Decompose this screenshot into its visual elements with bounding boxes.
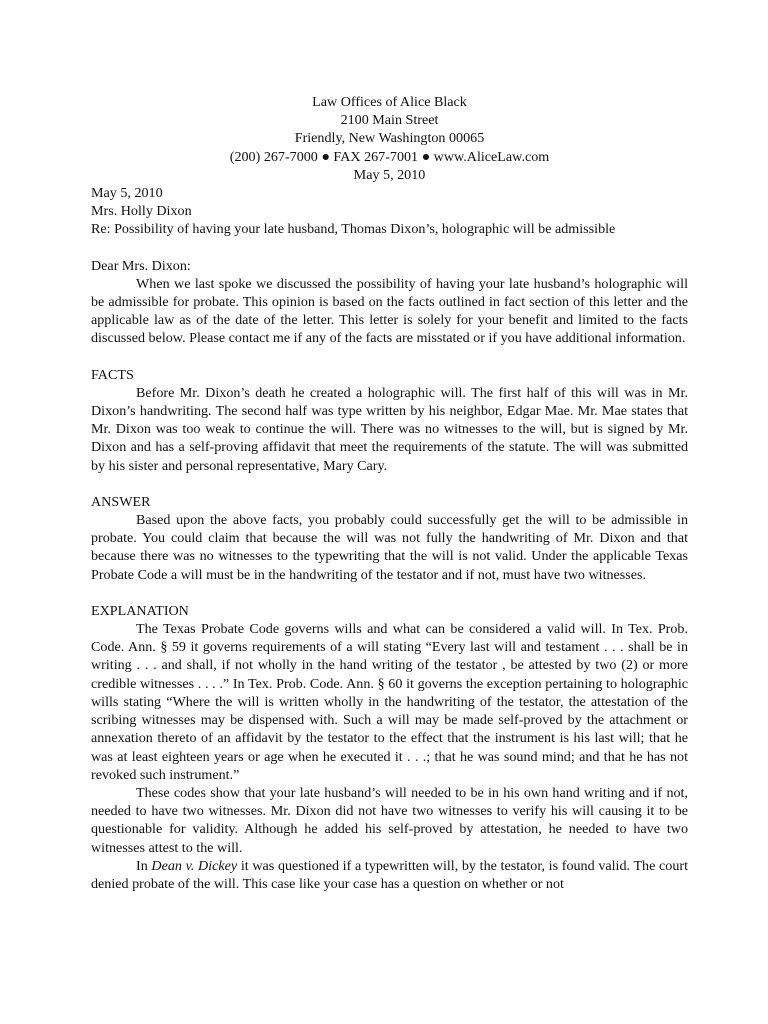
- para3-rest: it was questioned if a typewritten will, by the testator, is found valid. The court denied probate of the will. This case like your case has a question on whether or not: [91, 857, 688, 892]
- answer-paragraph: Based upon the above facts, you probably could successfully get the will to be admissible in probate. You could claim that because the will was not fully the handwriting of Mr. Dixon and that because there was no witnesses to the typewriting that the will is not valid. Under the applicable Texas Probate Code a will must be in the handwriting of the testator and if not, must have two witnesses.: [91, 512, 688, 583]
- letterhead-date: May 5, 2010: [353, 166, 426, 183]
- intro-paragraph: When we last spoke we discussed the possibility of having your late husband’s holographic will be admissible for probate. This opinion is based on the facts outlined in fact section of this letter and the applicable law as of the date of the letter. This letter is solely for your benefit and limited to the facts discussed below. Please contact me if any of the facts are misstated or if you have additional information.: [91, 275, 688, 347]
- subject-line: Re: Possibility of having your late husband, Thomas Dixon’s, holographic will be admissible: [91, 221, 616, 238]
- letterhead: [91, 93, 688, 184]
- firm-name: Law Offices of Alice Black: [312, 94, 467, 110]
- facts-paragraph: Before Mr. Dixon’s death he created a holographic will. The first half of this will was in Mr. Dixon’s handwriting. The second half was type written by his neighbor, Edgar Mae. Mr. Mae states that Mr. Dixon was too weak to continue the will. There was no witnesses to the will, but is signed by Mr. Dixon and has a self-proving affidavit that meet the requirements of the statute. The will was submitted by his sister and personal representative, Mary Cary.: [91, 384, 688, 474]
- firm-contact: (200) 267-7000 ● FAX 267-7001 ● www.AliceLaw.com: [229, 148, 550, 165]
- answer-heading: ANSWER: [91, 493, 151, 510]
- para3-prefix: In: [136, 857, 152, 874]
- explanation-paragraph-1: The Texas Probate Code governs wills and what can be considered a valid will. In Tex. Prob. Code. Ann. § 59 it governs requirements of a will stating “Every last will and testament . . . shall be in writing . . . and shall, if not wholly in the hand writing of the testator , be attested by two (2) or more credible witnesses . . . .” In Tex. Prob. Code. Ann. § 60 it governs the exception pertaining to holographic wills stating “Where the will is written wholly in the handwriting of the testator, the attestation of the scribing witnesses may be dispensed with. Such a will may be made self-proved by the attachment or annexation thereto of an affidavit by the testator to the effect that the instrument is his last will; that he was at least eighteen years or age when he executed it . . .; that he was sound mind; and that he has not revoked such instrument.”: [91, 621, 688, 783]
- explanation-heading: EXPLANATION: [91, 602, 189, 619]
- facts-heading: FACTS: [91, 366, 134, 383]
- firm-street: 2100 Main Street: [340, 112, 439, 129]
- case-name: Dean v. Dickey: [151, 857, 238, 874]
- salutation: Dear Mrs. Dixon:: [91, 257, 191, 274]
- firm-city: Friendly, New Washington 00065: [294, 130, 485, 147]
- explanation-paragraph-3: [91, 857, 688, 893]
- recipient: Mrs. Holly Dixon: [91, 203, 192, 220]
- letter-date: May 5, 2010: [91, 185, 163, 202]
- explanation-paragraph-2: These codes show that your late husband’s will needed to be in his own hand writing and if not, needed to have two witnesses. Mr. Dixon did not have two witnesses to verify his will causing it to be questionable for validity. Although he added his self-proved by attestation, he needed to have two witnesses attest to the will.: [91, 784, 688, 856]
